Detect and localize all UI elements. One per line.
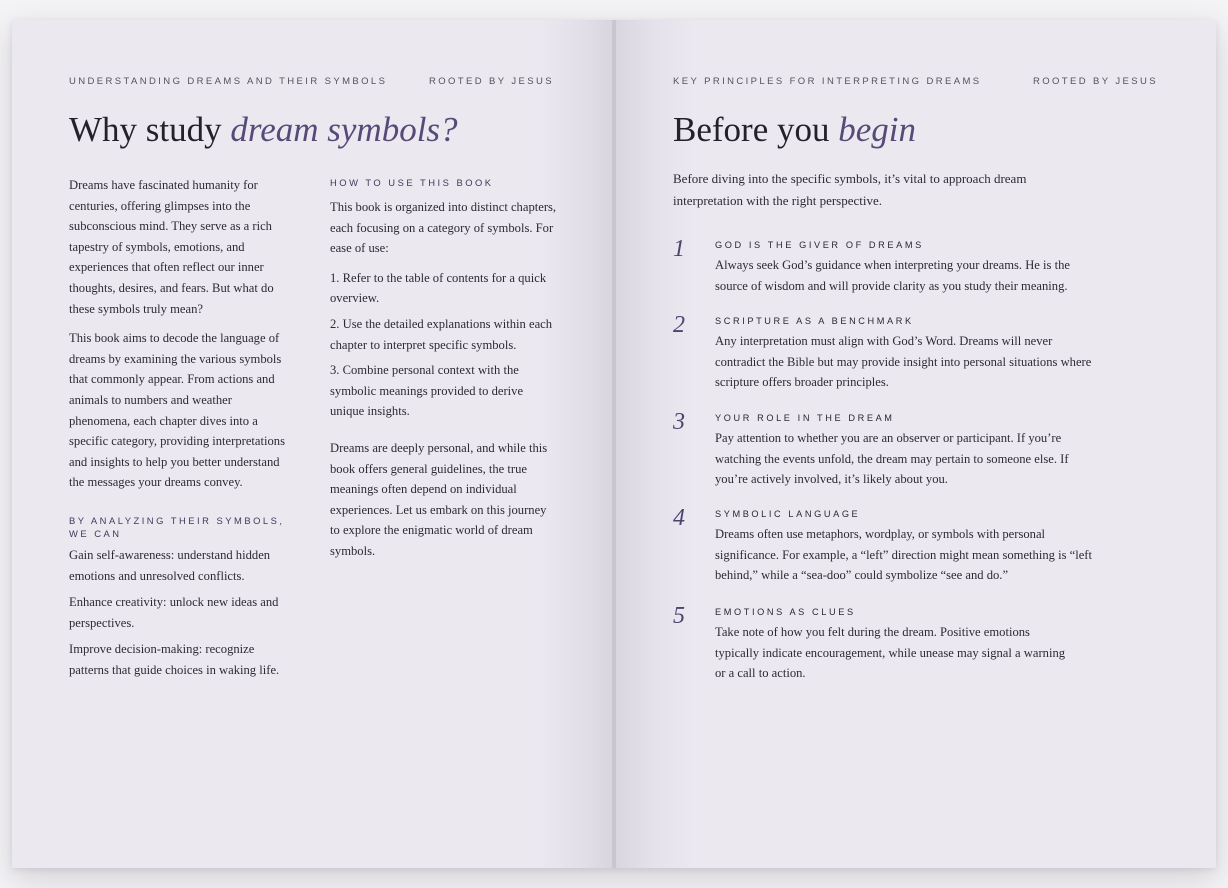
principle-title: YOUR ROLE IN THE DREAM xyxy=(715,413,895,423)
page-title xyxy=(673,110,916,150)
principle-number: 5 xyxy=(673,603,685,629)
principle-text: Any interpretation must align with God’s Word. Dreams will never contradict the Bible but may provide insight into personal situations where scripture offers broader principles. xyxy=(715,334,1092,389)
principle-text: Take note of how you felt during the dream. Positive emotions typically indicate encouragement, while unease may signal a warning or a call to action. xyxy=(715,625,1066,680)
benefit-item: Enhance creativity: unlock new ideas and perspectives. xyxy=(69,595,279,630)
benefit-item: Gain self-awareness: understand hidden emotions and unresolved conflicts. xyxy=(69,547,271,583)
intro-paragraph: Dreams have fascinated humanity for centuries, offering glimpses into the subconscious mind. They serve as a rich tapestry of symbols, emotions, and experiences that often reflect our inner thoughts, desires, and fears. But what do these symbols truly mean? xyxy=(69,178,274,316)
principle-number: 4 xyxy=(673,505,685,531)
intro-paragraph: Before diving into the specific symbols, it’s vital to approach dream interpretation with the right perspective. xyxy=(673,171,1027,208)
running-head-chapter: UNDERSTANDING DREAMS AND THEIR SYMBOLS xyxy=(69,76,388,87)
running-head-chapter: KEY PRINCIPLES FOR INTERPRETING DREAMS xyxy=(673,76,982,87)
left-page xyxy=(12,20,612,868)
book-spread xyxy=(12,20,1216,868)
how-to-step: 3. Combine personal context with the symbolic meanings provided to derive unique insights. xyxy=(330,363,524,419)
intro-column xyxy=(69,175,295,680)
running-head-brand: ROOTED BY JESUS xyxy=(428,76,554,87)
page-title xyxy=(69,110,458,150)
page-title-italic: begin xyxy=(838,110,916,149)
how-to-heading: HOW TO USE THIS BOOK xyxy=(330,177,494,188)
principle-text: Dreams often use metaphors, wordplay, or symbols with personal significance. For example, a “left” direction might mean something is “left behind,” while a “sea-doo” could symbolize “see and do.” xyxy=(715,527,1092,582)
benefit-item: Improve decision-making: recognize patterns that guide choices in waking life. xyxy=(69,642,280,677)
principle-number: 1 xyxy=(673,236,685,262)
page-title-plain: Before you xyxy=(673,110,839,149)
principle-text: Always seek God’s guidance when interpreting your dreams. He is the source of wisdom and will provide clarity as you study their meaning. xyxy=(715,258,1070,293)
principle-title: GOD IS THE GIVER OF DREAMS xyxy=(715,240,924,250)
how-to-step: 2. Use the detailed explanations within each chapter to interpret specific symbols. xyxy=(330,316,553,352)
intro-paragraph: This book aims to decode the language of dreams by examining the various symbols that commonly appear. From actions and animals to numbers and weather phenomena, each chapter dives into a specific category, providing interpretations and insights to help you better understand the messages your dreams convey. xyxy=(69,331,285,490)
page-title-italic: dream symbols? xyxy=(230,110,458,149)
how-to-step: 1. Refer to the table of contents for a quick overview. xyxy=(330,270,547,306)
right-page xyxy=(616,20,1216,868)
running-head-brand: ROOTED BY JESUS xyxy=(1032,76,1158,87)
principle-title: EMOTIONS AS CLUES xyxy=(715,607,856,617)
principle-text: Pay attention to whether you are an observer or participant. If you’re watching the events unfold, the dream may pertain to someone else. If you’re actively involved, it’s likely about you. xyxy=(715,431,1069,486)
principle-number: 3 xyxy=(673,409,685,435)
closing-paragraph: Dreams are deeply personal, and while this book offers general guidelines, the true meanings often depend on individual experiences. Let us embark on this journey to explore the enigmatic world of dream symbols. xyxy=(330,440,548,558)
how-to-intro: This book is organized into distinct chapters, each focusing on a category of symbols. For ease of use: xyxy=(330,200,557,256)
how-to-column xyxy=(330,176,558,562)
principle-number: 2 xyxy=(673,312,685,338)
benefits-heading: BY ANALYZING THEIR SYMBOLS, WE CAN xyxy=(69,514,285,539)
principle-title: SYMBOLIC LANGUAGE xyxy=(715,509,861,519)
principle-title: SCRIPTURE AS A BENCHMARK xyxy=(715,316,914,326)
page-title-plain: Why study xyxy=(69,110,231,149)
